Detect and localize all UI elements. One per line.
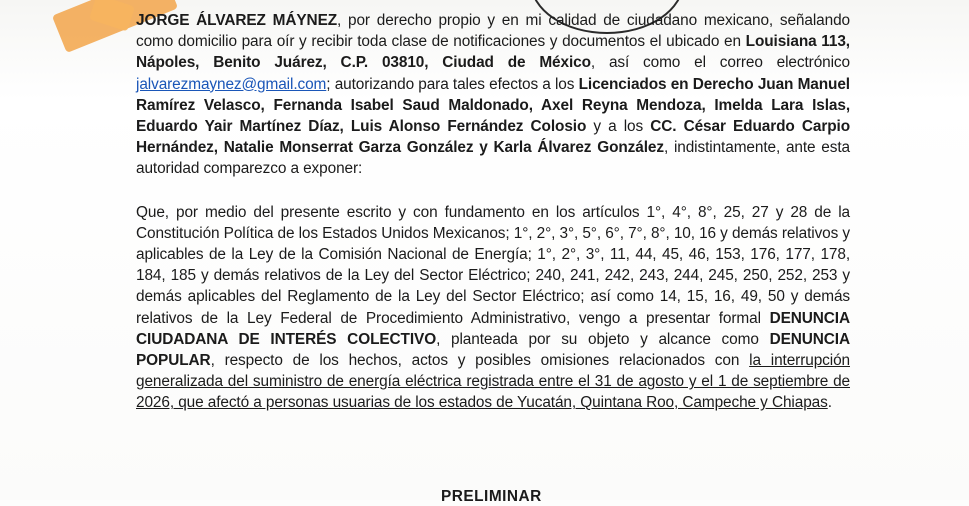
text-run: , respecto de los hechos, actos y posibles omisiones relacionados con bbox=[210, 352, 750, 370]
legal-basis-paragraph bbox=[136, 202, 850, 414]
text-run: , así como el correo electrónico bbox=[590, 54, 850, 72]
email-link[interactable]: jalvarezmaynez@gmail.com bbox=[136, 75, 327, 93]
text-run: , por derecho propio y en mi calidad de ciudadano mexicano, señalando como domicilio para oír y recibir toda clase de notificaciones y documentos el ubicado en bbox=[136, 12, 851, 51]
text-run: ; autorizando para tales efectos a los bbox=[326, 75, 579, 93]
complaint-scope: DENUNCIA POPULAR bbox=[136, 330, 850, 370]
text-run: Que, por medio del presente escrito y con fundamento en los artículos 1°, 4°, 8°, 25, 27 y 28 de la Constitución Política de los Estados Unidos Mexicanos; 1°, 2°, 3°, 5°, 6°, 7°, 8°, 10, 16 y demás relativos y aplicables de la Ley de la Comisión Nacional de Energía; 1°, 2°, 3°, 11, 44, 45, 46, 153, 176, 177, 178, 184, 185 y demás relativos de la Ley del Sector Eléctrico; 240, 241, 242, 243, 244, 245, 250, 252, 253 y demás aplicables del Reglamento de la Ley del Sector Eléctrico; así como 14, 15, 16, 49, 50 y demás relativos de la Ley Federal de Procedimiento Administrativo, vengo a presentar formal bbox=[136, 203, 851, 327]
text-run: y a los bbox=[586, 118, 651, 136]
text-run: , planteada por su objeto y alcance como bbox=[436, 330, 770, 348]
complaint-type: DENUNCIA CIUDADANA DE INTERÉS COLECTIVO bbox=[136, 309, 850, 348]
text-run: , indistintamente, ante esta autoridad comparezco a exponer: bbox=[136, 139, 850, 178]
address: Louisiana 113, Nápoles, Benito Juárez, C.P. 03810, Ciudad de México bbox=[136, 33, 850, 72]
complainant-name: JORGE ÁLVAREZ MÁYNEZ bbox=[136, 12, 338, 29]
document-body bbox=[136, 10, 850, 414]
section-heading: PRELIMINAR bbox=[441, 488, 542, 505]
authorized-lawyers: Licenciados en Derecho Juan Manuel Ramírez Velasco, Fernanda Isabel Saud Maldonado, Axel Reyna Mendoza, Imelda Lara Islas, Eduardo Yair Martínez Díaz, Luis Alonso Fernández Colosio bbox=[136, 75, 850, 136]
text-run: . bbox=[827, 394, 832, 412]
intro-paragraph bbox=[136, 10, 850, 180]
complaint-subject: la interrupción generalizada del suministro de energía eléctrica registrada entre el 31 de agosto y el 1 de septiembre de 2026, que afectó a personas usuarias de los estados de Yucatán, Quintana Roo, Campeche y Chiapas bbox=[136, 352, 850, 412]
authorized-citizens: CC. César Eduardo Carpio Hernández, Natalie Monserrat Garza González y Karla Álvarez González bbox=[136, 118, 850, 157]
